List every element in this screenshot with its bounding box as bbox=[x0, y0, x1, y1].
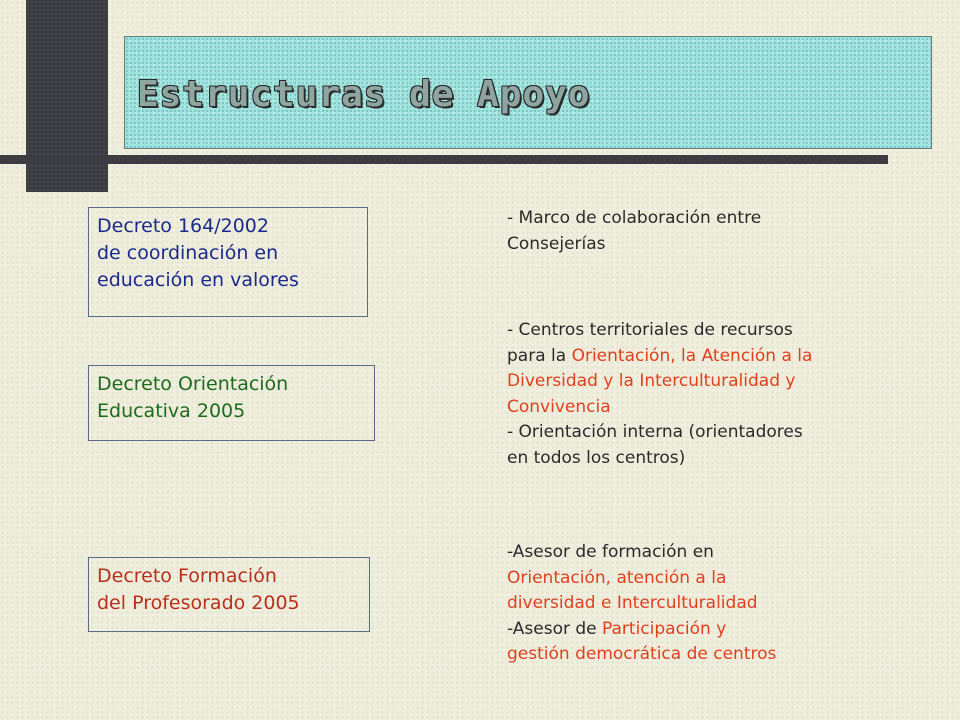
description-highlight: gestión democrática de centros bbox=[507, 644, 777, 664]
title-banner bbox=[124, 36, 932, 149]
description-line: - Marco de colaboración entre bbox=[507, 208, 762, 228]
description-asesor bbox=[507, 540, 917, 668]
description-line: en todos los centros) bbox=[507, 447, 686, 468]
decree-orientacion-box: Decreto Orientación Educativa 2005 bbox=[88, 365, 375, 441]
description-line: - Orientación interna (orientadores bbox=[507, 422, 803, 442]
decorative-horizontal-rule bbox=[0, 155, 888, 164]
decree-164-box: Decreto 164/2002 de coordinación en educación en valores bbox=[88, 207, 368, 317]
description-line: -Asesor de formación en bbox=[507, 542, 714, 562]
description-highlight: Orientación, atención a la bbox=[507, 567, 727, 588]
description-line: - Centros territoriales de recursos bbox=[507, 320, 793, 340]
decree-formacion-box: Decreto Formación del Profesorado 2005 bbox=[88, 557, 370, 632]
description-centros bbox=[507, 318, 917, 471]
description-highlight: Convivencia bbox=[507, 396, 611, 417]
description-highlight: diversidad e Interculturalidad bbox=[507, 593, 758, 613]
description-text: para la bbox=[507, 345, 572, 366]
description-highlight: Orientación, la Atención a la bbox=[571, 345, 813, 366]
description-line bbox=[507, 344, 917, 370]
description-line bbox=[507, 617, 917, 643]
page-title: Estructuras de Apoyo bbox=[137, 74, 591, 115]
description-line: Consejerías bbox=[507, 233, 606, 254]
description-marco bbox=[507, 206, 917, 257]
description-text: -Asesor de bbox=[507, 618, 603, 639]
description-highlight: Participación y bbox=[602, 618, 727, 639]
description-highlight: Diversidad y la Interculturalidad y bbox=[507, 371, 796, 391]
